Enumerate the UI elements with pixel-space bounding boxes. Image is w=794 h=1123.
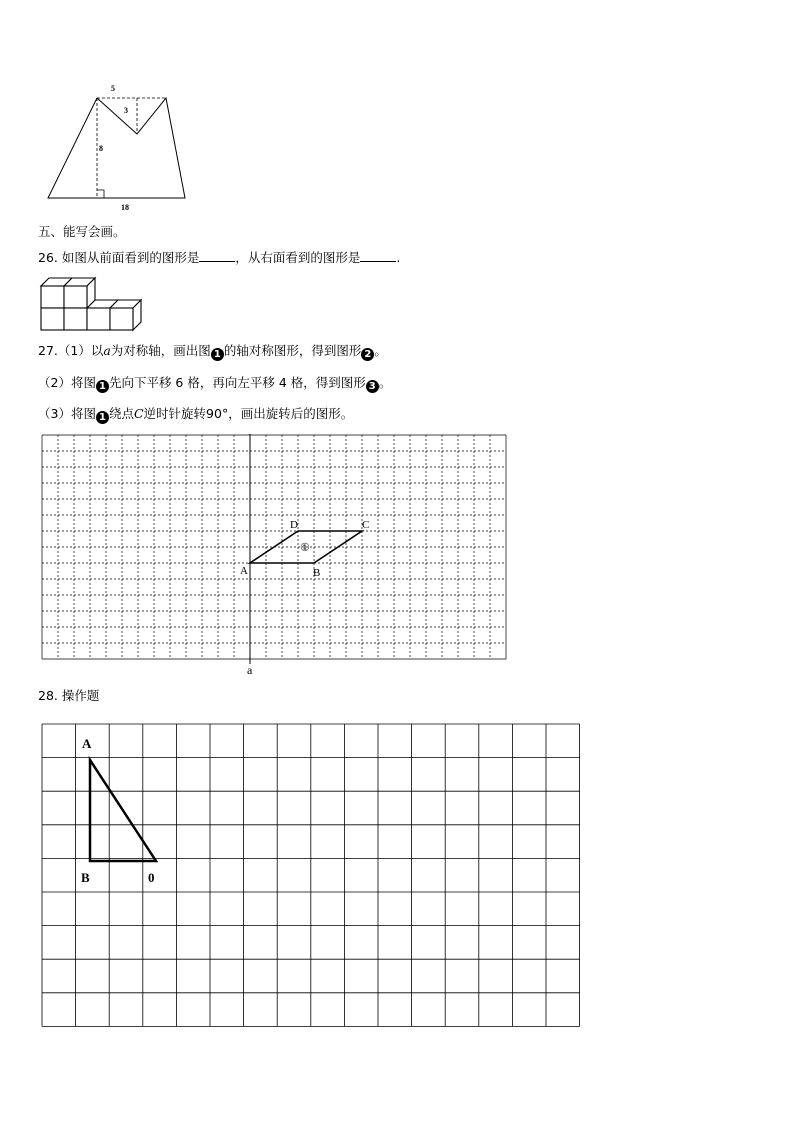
trapezoid-outline [48, 98, 185, 198]
q26-number: 26. [38, 250, 58, 265]
q27-part1 [38, 343, 387, 361]
label-C: C [362, 519, 370, 531]
label-bottom: 18 [121, 203, 129, 212]
q26-text1: 如图从前面看到的图形是 [61, 250, 200, 265]
label-figure-1: ① [300, 542, 310, 554]
label-notch: 3 [124, 106, 128, 115]
q27-p3-var: C [133, 406, 144, 421]
circle-1: 1 [96, 411, 109, 424]
q28-grid-lines [42, 724, 580, 1026]
q27-p3-prefix: （3）将图 [38, 406, 96, 421]
q27-p1-end: 。 [374, 343, 387, 358]
label-top: 5 [111, 84, 115, 93]
right-angle-mark [97, 190, 104, 198]
q27-p2-end: 。 [378, 375, 392, 390]
label-B: B [313, 567, 321, 579]
q28-grid [38, 718, 582, 1034]
circle-1: 1 [96, 380, 109, 393]
q26-blank-right[interactable] [360, 250, 396, 262]
circle-3: 3 [366, 380, 379, 393]
q27-p1-prefix: （1）以 [57, 343, 104, 358]
q28-title: 28. 操作题 [38, 688, 100, 703]
q27-p3-mid: 绕点 [108, 406, 134, 421]
q27-p3-end: 逆时针旋转90°，画出旋转后的图形。 [143, 406, 354, 421]
label-D: D [290, 519, 298, 531]
label-height: 8 [99, 144, 103, 153]
circle-2: 2 [361, 348, 374, 361]
q27-p1-mid: 为对称轴，画出图 [110, 343, 211, 358]
triangle-ABO [90, 760, 156, 861]
q27-p1-var: a [103, 343, 111, 358]
circle-1: 1 [211, 348, 224, 361]
q27-part2 [38, 375, 391, 393]
q27-dashed-grid [38, 432, 513, 680]
section-heading: 五、能写会画。 [38, 224, 126, 239]
label-axis-a: a [247, 663, 253, 677]
q27-part3 [38, 406, 353, 424]
label-A: A [240, 565, 248, 577]
label-A: A [82, 736, 92, 751]
cube-stack-figure [38, 274, 150, 334]
q26-blank-front[interactable] [199, 250, 235, 262]
trapezoid-figure [40, 80, 200, 215]
q27-p2-prefix: （2）将图 [38, 375, 96, 390]
label-O: 0 [148, 870, 155, 885]
q27-p2-mid: 先向下平移 6 格，再向左平移 4 格，得到图形 [108, 375, 366, 390]
q27-p1-mid2: 的轴对称图形，得到图形 [223, 343, 362, 358]
q27-number: 27. [38, 343, 58, 358]
q26-text3: . [396, 250, 401, 265]
q26-text2: ，从右面看到的图形是 [235, 250, 361, 265]
q26-text [38, 250, 400, 266]
label-B: B [81, 870, 90, 885]
